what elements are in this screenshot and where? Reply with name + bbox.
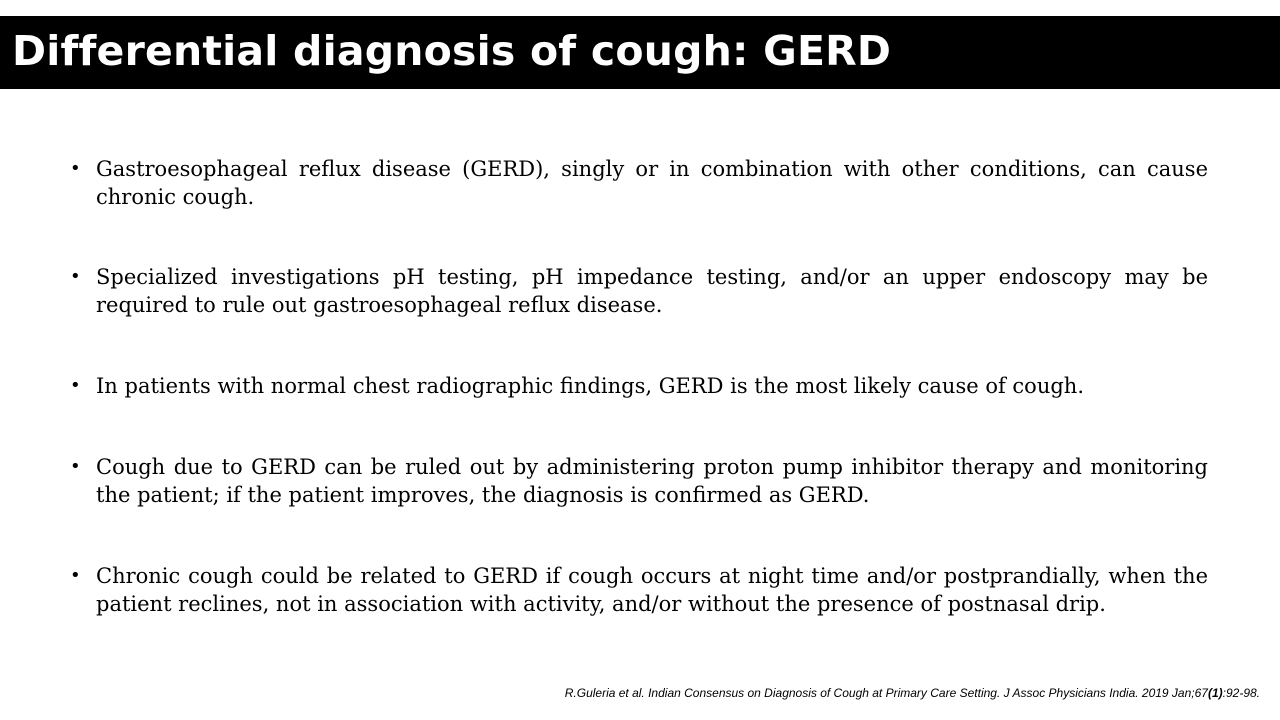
citation-text: R.Guleria et al. Indian Consensus on Diagnosis of Cough at Primary Care Setting. J Assoc Physicians India. 2019 Jan;67 — [564, 686, 1208, 700]
citation-issue: (1) — [1207, 686, 1223, 700]
bullet-icon: • — [70, 158, 81, 179]
bullet-icon: • — [70, 565, 81, 586]
citation-pages: :92-98. — [1222, 686, 1260, 700]
bullet-icon: • — [70, 266, 81, 287]
title-bar — [0, 16, 1280, 89]
bullet-text: Specialized investigations pH testing, pH impedance testing, and/or an upper endoscopy may be required to rule out gastroesophageal reflux disease. — [96, 265, 1208, 317]
bullet-text: Chronic cough could be related to GERD if cough occurs at night time and/or postprandially, when the patient reclines, not in association with activity, and/or without the presence of postnasal drip. — [96, 564, 1208, 616]
bullet-item — [70, 263, 1208, 319]
bullet-text: In patients with normal chest radiographic findings, GERD is the most likely cause of cough. — [96, 374, 1084, 398]
bullet-text: Gastroesophageal reflux disease (GERD), singly or in combination with other conditions, can cause chronic cough. — [96, 157, 1208, 209]
bullet-item — [70, 155, 1208, 211]
bullet-icon: • — [70, 456, 81, 477]
bullet-item — [70, 372, 1208, 400]
citation — [565, 686, 1260, 700]
bullet-list — [70, 155, 1208, 618]
bullet-text: Cough due to GERD can be ruled out by administering proton pump inhibitor therapy and monitoring the patient; if the patient improves, the diagnosis is confirmed as GERD. — [96, 455, 1208, 507]
bullet-item — [70, 453, 1208, 509]
bullet-item — [70, 562, 1208, 618]
bullet-icon: • — [70, 375, 81, 396]
slide-title: Differential diagnosis of cough: GERD — [12, 27, 892, 75]
